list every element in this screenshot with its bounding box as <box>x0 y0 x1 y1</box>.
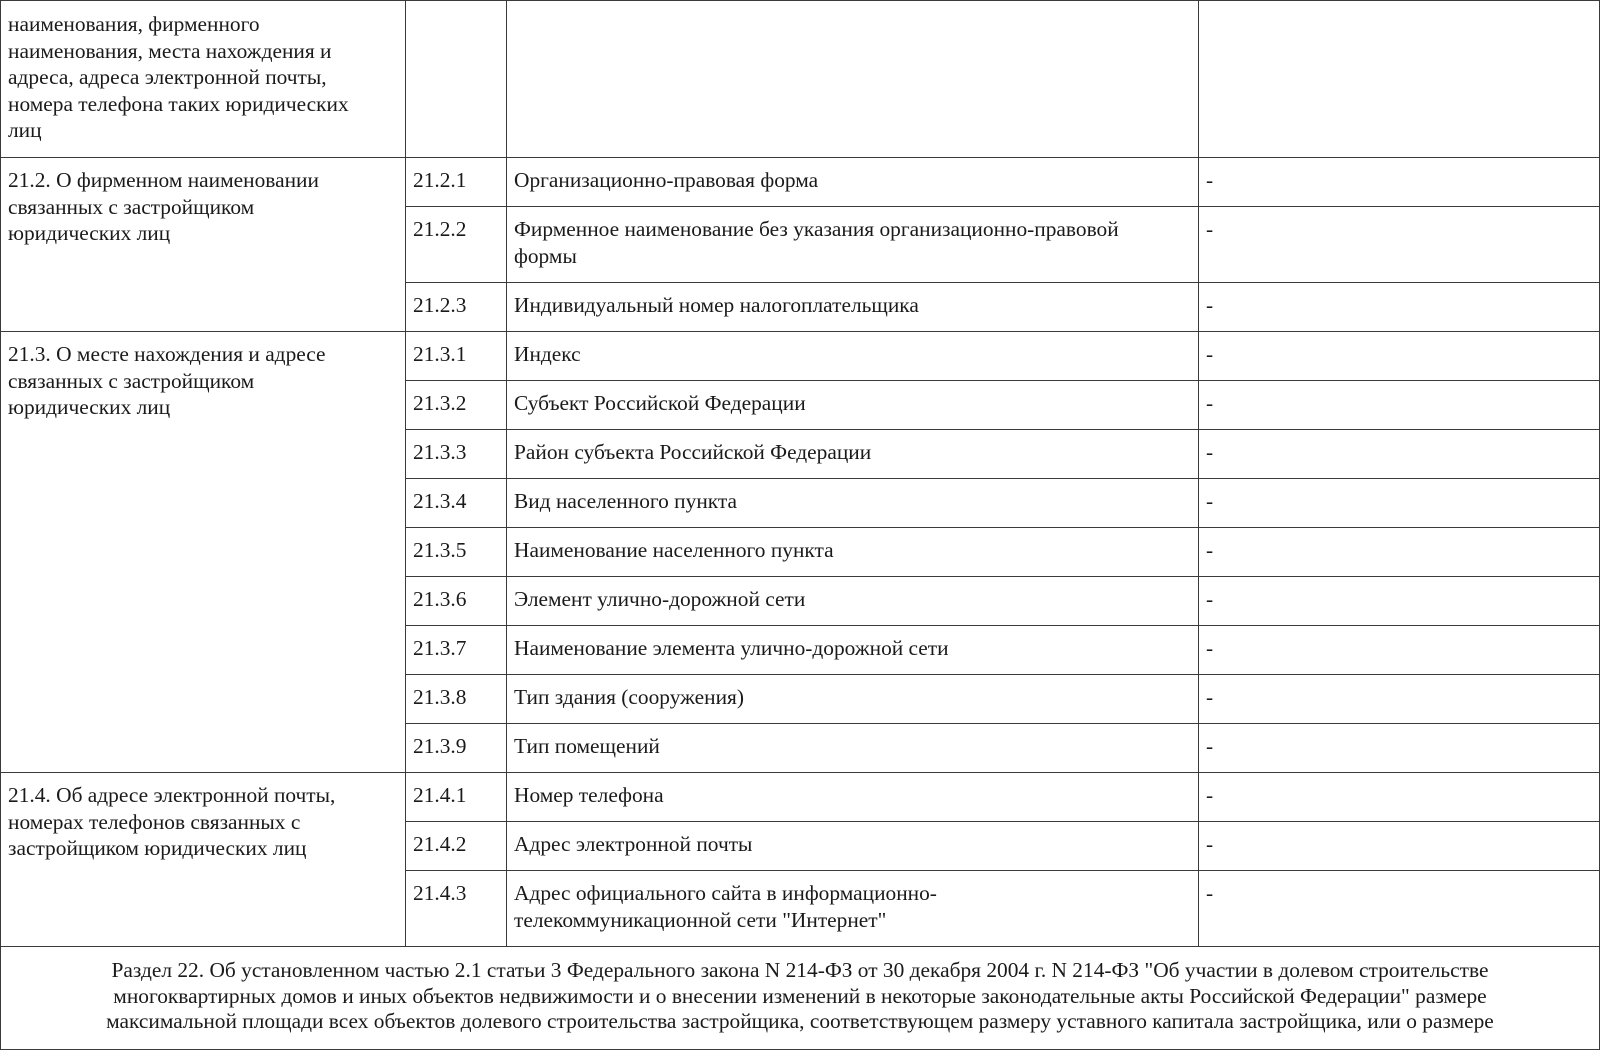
item-label <box>507 871 1199 947</box>
item-code: 21.3.1 <box>406 332 507 381</box>
group-title-line: 21.4. Об адресе электронной почты, <box>8 783 336 807</box>
group-title-line: 21.3. О месте нахождения и адресе <box>8 342 326 366</box>
item-label <box>507 675 1199 724</box>
group-title-line: связанных с застройщиком <box>8 368 255 393</box>
empty-code-cell <box>406 1 507 158</box>
section-heading-line: Раздел 22. Об установленном частью 2.1 статьи 3 Федерального закона N 214-ФЗ от 30 декабря 2004 г. N 214-ФЗ "Об участии в долевом строительстве <box>111 958 1489 982</box>
item-value: - <box>1199 724 1600 773</box>
item-code: 21.3.2 <box>406 381 507 430</box>
item-label-line: Организационно-правовая форма <box>514 168 819 192</box>
section-heading-line: максимальной площади всех объектов долевого строительства застройщика, соответствующем размеру уставного капитала застройщика, или о размере <box>106 1009 1494 1034</box>
item-code: 21.3.4 <box>406 479 507 528</box>
item-value: - <box>1199 430 1600 479</box>
group-title-line: юридических лиц <box>8 221 171 245</box>
item-value: - <box>1199 283 1600 332</box>
title-line: номера телефона таких юридических <box>8 91 349 116</box>
item-label <box>507 207 1199 283</box>
item-label-line: Наименование элемента улично-дорожной сети <box>514 636 949 660</box>
item-label <box>507 430 1199 479</box>
group-title-cell <box>1 773 406 947</box>
item-label-line: телекоммуникационной сети "Интернет" <box>514 907 887 932</box>
item-label <box>507 381 1199 430</box>
item-code: 21.4.1 <box>406 773 507 822</box>
title-line: адреса, адреса электронной почты, <box>8 65 327 89</box>
continued-title-cell <box>1 1 406 158</box>
table-row <box>1 158 1600 207</box>
item-label-line: Номер телефона <box>514 783 664 807</box>
item-label-line: Субъект Российской Федерации <box>514 391 806 415</box>
item-label-line: Наименование населенного пункта <box>514 538 834 562</box>
title-line: лиц <box>8 118 42 142</box>
item-value: - <box>1199 773 1600 822</box>
item-value: - <box>1199 822 1600 871</box>
group-title-line: номерах телефонов связанных с <box>8 809 301 834</box>
item-label-line: Фирменное наименование без указания организационно-правовой <box>514 217 1119 241</box>
item-value: - <box>1199 381 1600 430</box>
item-value: - <box>1199 871 1600 947</box>
title-line: наименования, места нахождения и <box>8 38 332 63</box>
table-row <box>1 773 1600 822</box>
table-row <box>1 1 1600 158</box>
item-value: - <box>1199 675 1600 724</box>
item-code: 21.3.5 <box>406 528 507 577</box>
item-label <box>507 773 1199 822</box>
item-code: 21.4.3 <box>406 871 507 947</box>
empty-label-cell <box>507 1 1199 158</box>
item-label-line: Индивидуальный номер налогоплательщика <box>514 293 919 317</box>
group-title-cell <box>1 332 406 773</box>
item-code: 21.2.2 <box>406 207 507 283</box>
item-label-line: Тип здания (сооружения) <box>514 685 744 709</box>
item-label-line: Индекс <box>514 342 581 366</box>
item-code: 21.4.2 <box>406 822 507 871</box>
item-value: - <box>1199 626 1600 675</box>
item-code: 21.2.1 <box>406 158 507 207</box>
item-code: 21.3.7 <box>406 626 507 675</box>
item-label <box>507 577 1199 626</box>
section-header-row <box>1 947 1600 1050</box>
item-code: 21.3.9 <box>406 724 507 773</box>
title-line: наименования, фирменного <box>8 12 260 36</box>
item-value: - <box>1199 577 1600 626</box>
group-title-line: застройщиком юридических лиц <box>8 836 307 860</box>
item-label <box>507 479 1199 528</box>
item-label <box>507 822 1199 871</box>
group-title-line: 21.2. О фирменном наименовании <box>8 168 319 192</box>
item-code: 21.3.6 <box>406 577 507 626</box>
item-label-line: Адрес электронной почты <box>514 832 753 856</box>
item-value: - <box>1199 158 1600 207</box>
item-label-line: Район субъекта Российской Федерации <box>514 440 872 464</box>
item-label <box>507 724 1199 773</box>
item-label-line: Адрес официального сайта в информационно- <box>514 881 937 905</box>
item-code: 21.3.3 <box>406 430 507 479</box>
section-22-heading <box>1 947 1600 1050</box>
item-label <box>507 332 1199 381</box>
empty-value-cell <box>1199 1 1600 158</box>
group-title-line: связанных с застройщиком <box>8 194 255 219</box>
item-label-line: Вид населенного пункта <box>514 489 737 513</box>
item-value: - <box>1199 332 1600 381</box>
item-code: 21.2.3 <box>406 283 507 332</box>
item-value: - <box>1199 528 1600 577</box>
item-label <box>507 626 1199 675</box>
item-value: - <box>1199 479 1600 528</box>
item-label <box>507 158 1199 207</box>
table-row <box>1 332 1600 381</box>
item-label <box>507 528 1199 577</box>
item-label-line: Тип помещений <box>514 734 660 758</box>
item-label-line: Элемент улично-дорожной сети <box>514 587 806 611</box>
item-value: - <box>1199 207 1600 283</box>
group-title-line: юридических лиц <box>8 395 171 419</box>
section-heading-line: многоквартирных домов и иных объектов недвижимости и о внесении изменений в некоторые законодательные акты Российской Федерации" размере <box>113 983 1487 1008</box>
group-title-cell <box>1 158 406 332</box>
item-label <box>507 283 1199 332</box>
item-label-line: формы <box>514 243 577 268</box>
item-code: 21.3.8 <box>406 675 507 724</box>
